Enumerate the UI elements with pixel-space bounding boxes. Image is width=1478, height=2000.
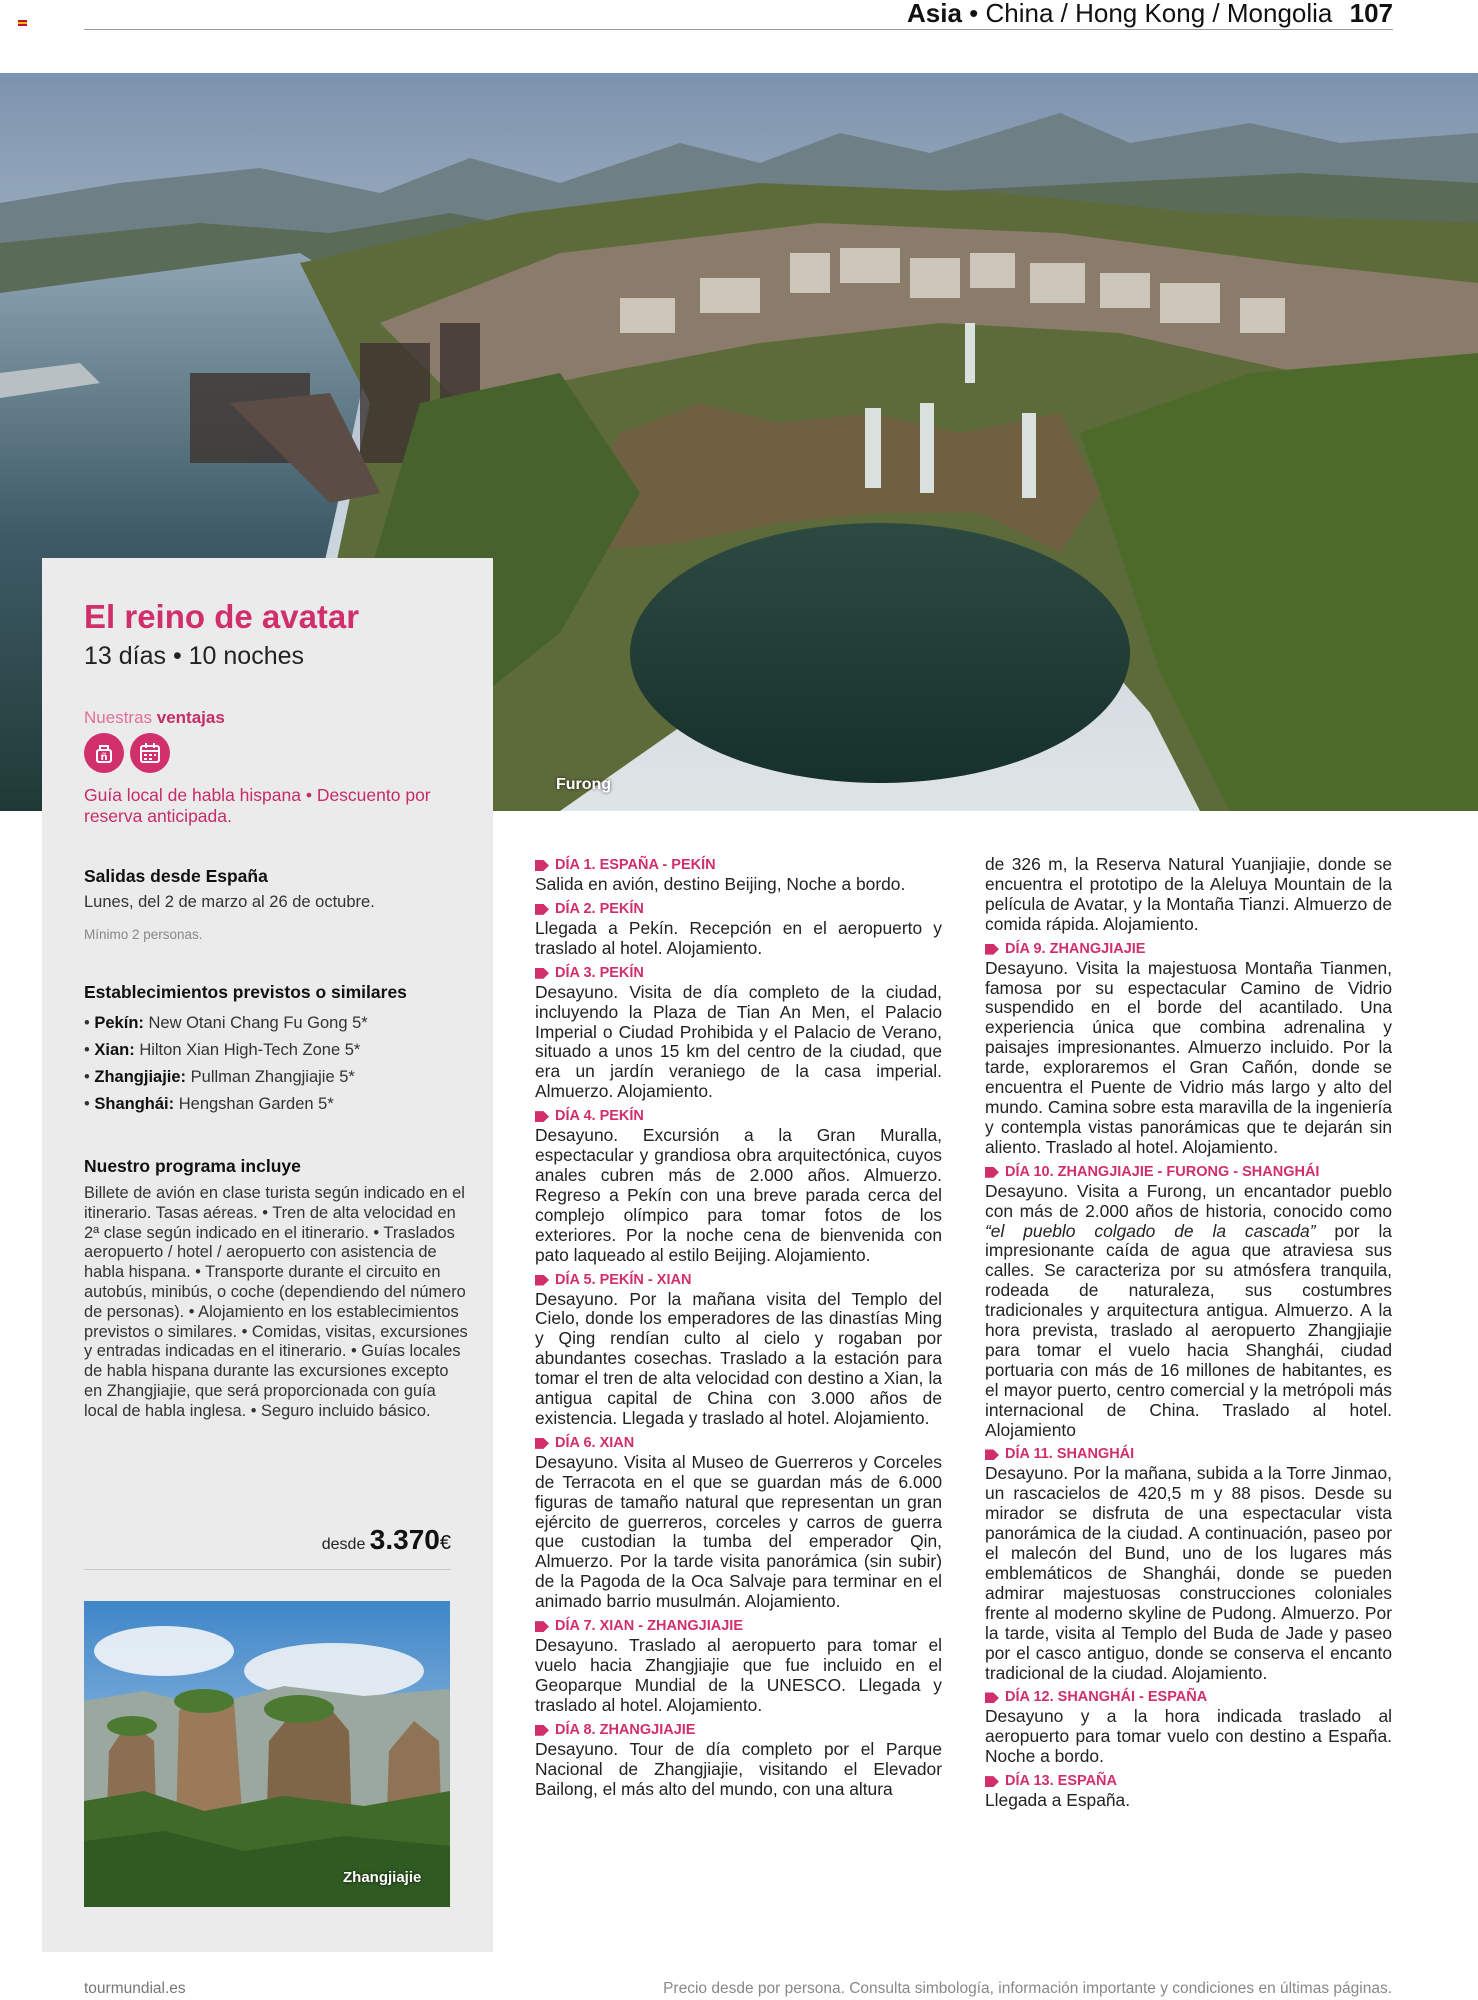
- tag-icon: [535, 1111, 549, 1122]
- day-heading: DÍA 11. SHANGHÁI: [985, 1445, 1392, 1464]
- day-heading: DÍA 4. PEKÍN: [535, 1107, 942, 1126]
- day-heading: DÍA 12. SHANGHÁI - ESPAÑA: [985, 1688, 1392, 1707]
- day-text: Desayuno. Visita a Furong, un encantador pueblo con más de 2.000 años de historia, conocido como “el pueblo colgado de la cascada” por la impresionante caída de agua que atraviesa sus calles. Se caracteriza por su atmósfera tranquila, rodeada de naturaleza, sus costumbres tradicionales y arquitectura antigua. Almuerzo. A la hora prevista, traslado al aeropuerto Zhangjiajie para tomar el vuelo hacia Shanghái, ciudad portuaria con más de 16 millones de habitantes, es el mayor puerto, centro comercial y la metrópoli más internacional de China. Traslado al hotel. Alojamiento: [985, 1180, 1392, 1440]
- quoted-nickname: “el pueblo colgado de la cascada”: [985, 1220, 1316, 1241]
- tag-icon: [535, 1275, 549, 1286]
- thumb-caption: Zhangjiajie: [343, 1869, 422, 1886]
- day-heading: DÍA 13. ESPAÑA: [985, 1772, 1392, 1791]
- page-heading: [907, 0, 1393, 29]
- itinerary-day: [535, 856, 942, 895]
- page-header: [84, 0, 1393, 30]
- tag-icon: [535, 1725, 549, 1736]
- day-heading: DÍA 1. ESPAÑA - PEKÍN: [535, 856, 942, 875]
- advantages-word: ventajas: [156, 708, 225, 727]
- trip-duration: 13 días • 10 noches: [84, 642, 305, 670]
- price-currency: €: [439, 1532, 451, 1554]
- day-heading: DÍA 2. PEKÍN: [535, 900, 942, 919]
- hotel-item: • Zhangjiajie: Pullman Zhangjiajie 5*: [84, 1068, 355, 1086]
- itinerary-day: [985, 1772, 1392, 1811]
- day-heading: DÍA 7. XIAN - ZHANGJIAJIE: [535, 1617, 942, 1636]
- day-heading: DÍA 10. ZHANGJIAJIE - FURONG - SHANGHÁI: [985, 1163, 1392, 1182]
- advantages-text: Guía local de habla hispana • Descuento por reserva anticipada.: [84, 785, 431, 826]
- day-text: Desayuno. Visita de día completo de la ciudad, incluyendo la Plaza de Tian An Men, el Palacio Imperial o Ciudad Prohibida y el Palacio de Verano, situado a unos 15 km del centro de la ciudad, que era un jardín veraniego de la casa imperial. Almuerzo. Alojamiento.: [535, 981, 942, 1102]
- tag-icon: [535, 860, 549, 871]
- svg-text:ñ: ñ: [100, 752, 108, 763]
- itinerary-day: [985, 1163, 1392, 1441]
- minimum-persons: Mínimo 2 personas.: [84, 927, 203, 942]
- itinerary-column-1: [535, 856, 942, 1804]
- price-amount: 3.370: [369, 1524, 440, 1555]
- itinerary-column-2: [985, 855, 1392, 1816]
- day-text: Llegada a Pekín. Recepción en el aeropuerto y traslado al hotel. Alojamiento.: [535, 917, 942, 958]
- itinerary-day: [535, 1434, 942, 1612]
- day-text: Desayuno. Por la mañana, subida a la Torre Jinmao, un rascacielos de 420,5 m y 88 pisos. Desde su mirador se disfruta de una espectacular vista panorámica de la ciudad. A continuación, paseo por el malecón del Bund, uno de los lugares más emblemáticos de Shanghái, donde se pueden admirar majestuosas construcciones coloniales frente al moderno skyline de Pudong. Almuerzo. Por la tarde, visita al Templo del Buda de Jade y paseo por el casco antiguo, donde se conserva el encanto tradicional de la ciudad. Alojamiento.: [985, 1463, 1392, 1683]
- tag-icon: [535, 1438, 549, 1449]
- day-heading: DÍA 5. PEKÍN - XIAN: [535, 1271, 942, 1290]
- guide-icon: [84, 733, 124, 773]
- hotels-list: [84, 1010, 474, 1118]
- hotel-item: • Pekín: New Otani Chang Fu Gong 5*: [84, 1014, 368, 1032]
- day-text: Desayuno y a la hora indicada traslado al aeropuerto para tomar vuelo con destino a España. Noche a bordo.: [985, 1706, 1392, 1767]
- website-link[interactable]: tourmundial.es: [84, 1980, 186, 1997]
- advantage-icons: [84, 733, 170, 773]
- itinerary-day: [535, 1271, 942, 1429]
- hotel-item: • Xian: Hilton Xian High-Tech Zone 5*: [84, 1041, 361, 1059]
- footer-note: Precio desde por persona. Consulta simbología, información importante y condiciones en últimas páginas.: [663, 1980, 1392, 1997]
- advantages-prefix: Nuestras: [84, 708, 153, 727]
- day-heading: DÍA 8. ZHANGJIAJIE: [535, 1721, 942, 1740]
- day-text: Desayuno. Tour de día completo por el Parque Nacional de Zhangjiajie, visitando el Elevador Bailong, el más alto del mundo, con una altura: [535, 1738, 942, 1799]
- page-number: 107: [1349, 0, 1393, 28]
- day-text: Llegada a España.: [985, 1790, 1131, 1811]
- calendar-icon: [130, 733, 170, 773]
- tag-icon: [985, 1776, 999, 1787]
- day-text: Desayuno. Por la mañana visita del Templo del Cielo, donde los emperadores de las dinastías Ming y Qing rendían culto al cielo y rogaban por abundantes cosechas. Traslado a la estación para tomar el tren de alta velocidad con destino a Xian, la antigua capital de China con 3.000 años de existencia. Llegada y traslado al hotel. Alojamiento.: [535, 1288, 942, 1428]
- day-heading: DÍA 6. XIAN: [535, 1434, 942, 1453]
- tag-icon: [985, 1167, 999, 1178]
- itinerary-day: [535, 964, 942, 1102]
- day-text: Desayuno. Excursión a la Gran Muralla, espectacular y grandiosa obra arquitectónica, cuyos anales cubren más de 2.000 años. Almuerzo. Regreso a Pekín con una breve parada cerca del complejo olímpico para tomar fotos de los exteriores. Por la noche cena de bienvenida con pato laqueado al estilo Beijing. Alojamiento.: [535, 1125, 942, 1265]
- trip-title: El reino de avatar: [84, 598, 360, 635]
- program-title: Nuestro programa incluye: [84, 1156, 301, 1176]
- day-text: Desayuno. Visita la majestuosa Montaña Tianmen, famosa por su espectacular Camino de Vidrio suspendido en el borde del acantilado. Una experiencia única que combina adrenalina y paisajes impresionantes. Almuerzo incluido. Por la tarde, exploraremos el Gran Cañón, donde se encuentra el Puente de Vidrio más largo y alto del mundo. Camina sobre esta maravilla de la ingeniería y contempla vistas panorámicas que te dejarán sin aliento. Traslado al hotel. Alojamiento.: [985, 957, 1392, 1157]
- itinerary-day: [535, 900, 942, 959]
- day-heading: DÍA 9. ZHANGJIAJIE: [985, 940, 1392, 959]
- day-text: de 326 m, la Reserva Natural Yuanjiajie, donde se encuentra el prototipo de la Aleluya Mountain de la película de Avatar, y la Montaña Tianzi. Almuerzo de comida rápida. Alojamiento.: [985, 854, 1392, 934]
- header-separator: •: [969, 0, 979, 28]
- tag-icon: [985, 944, 999, 955]
- hotels-title: Establecimientos previstos o similares: [84, 982, 407, 1002]
- tag-icon: [985, 1449, 999, 1460]
- day-text: Salida en avión, destino Beijing, Noche a bordo.: [535, 874, 906, 894]
- zhangjiajie-image: [84, 1601, 450, 1907]
- program-text: Billete de avión en clase turista según indicado en el itinerario. Tasas aéreas. • Tren de alta velocidad en 2ª clase según indicado en el itinerario. • Traslados aeropuerto / hotel / aeropuerto con asistencia de habla hispana. • Transporte durante el circuito en autobús, minibús, o coche (dependiendo del número de personas). • Alojamiento en los establecimientos previstos o similares. • Comidas, visitas, excursiones y entradas indicadas en el itinerario. • Guías locales de habla hispana durante las excursiones excepto en Zhangjiajie, que será proporcionada con guía local de habla inglesa. • Seguro incluido básico.: [84, 1184, 468, 1420]
- tag-icon: [985, 1692, 999, 1703]
- countries-label: China / Hong Kong / Mongolia: [985, 0, 1333, 28]
- advantages-label: [84, 708, 225, 728]
- itinerary-day: [535, 1721, 942, 1800]
- departures-title: Salidas desde España: [84, 866, 268, 886]
- price-from-label: desde: [321, 1536, 366, 1553]
- tag-icon: [535, 968, 549, 979]
- itinerary-day: [535, 1107, 942, 1265]
- day-text: Desayuno. Traslado al aeropuerto para tomar el vuelo hacia Zhangjiajie que fue incluido en el Geoparque Mundial de la UNESCO. Llegada y traslado al hotel. Alojamiento.: [535, 1635, 942, 1715]
- itinerary-day: [985, 940, 1392, 1158]
- itinerary-day: [535, 1617, 942, 1716]
- zhangjiajie-photo: [84, 1601, 450, 1907]
- tag-icon: [535, 904, 549, 915]
- itinerary-continuation: [985, 855, 1392, 935]
- tag-icon: [535, 1621, 549, 1632]
- day-heading: DÍA 3. PEKÍN: [535, 964, 942, 983]
- itinerary-day: [985, 1445, 1392, 1683]
- region-label: Asia: [906, 0, 962, 28]
- price-row: [84, 1524, 451, 1570]
- departures-dates: Lunes, del 2 de marzo al 26 de octubre.: [84, 893, 375, 911]
- hotel-item: • Shanghái: Hengshan Garden 5*: [84, 1095, 334, 1113]
- itinerary-day: [985, 1688, 1392, 1767]
- hero-caption: Furong: [556, 776, 612, 793]
- spain-flag-icon: [18, 20, 27, 26]
- day-text: Desayuno. Visita al Museo de Guerreros y Corceles de Terracota en el que se guardan más de 6.000 figuras de tamaño natural que representan un gran ejército de guerreros, corceles y carros de guerra que custodian la tumba del emperador Qin, Almuerzo. Por la tarde visita panorámica (sin subir) de la Pagoda de la Oca Salvaje para terminar en el animado barrio musulmán. Alojamiento.: [535, 1451, 942, 1612]
